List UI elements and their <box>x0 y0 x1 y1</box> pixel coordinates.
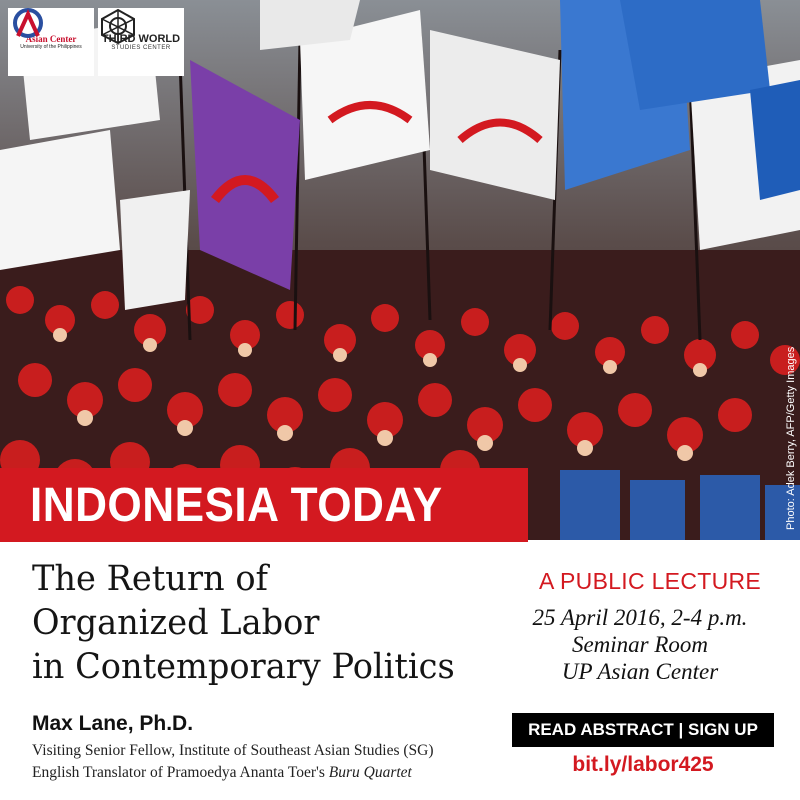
asian-center-sub: University of the Philippines <box>20 44 82 50</box>
third-world-name: THIRD WORLD <box>101 32 181 45</box>
banner-title: INDONESIA TODAY <box>30 478 443 532</box>
speaker-name: Max Lane, Ph.D. <box>32 712 194 735</box>
title-banner <box>0 468 528 542</box>
lecture-title <box>32 557 502 689</box>
asian-center-logo <box>8 8 94 76</box>
public-lecture-label: A PUBLIC LECTURE <box>538 568 762 594</box>
speaker-affiliation: Visiting Senior Fellow, Institute of Southeast Asian Studies (SG) <box>32 742 434 759</box>
third-world-studies-logo <box>98 8 184 76</box>
event-room: Seminar Room <box>571 632 709 657</box>
lecture-title-line: Organized Labor <box>32 603 320 643</box>
book-title: Buru Quartet <box>328 764 412 781</box>
signup-link[interactable]: bit.ly/labor425 <box>572 753 714 776</box>
lecture-title-line: The Return of <box>32 559 268 599</box>
lecture-title-line: in Contemporary Politics <box>32 647 455 687</box>
photo-credit: Photo: Adek Berry, AFP/Getty Images <box>785 346 797 530</box>
speaker-translator-credit <box>32 764 412 782</box>
read-abstract-sign-up-button[interactable]: READ ABSTRACT | SIGN UP <box>512 713 774 747</box>
third-world-sub: STUDIES CENTER <box>111 44 171 51</box>
event-date: 25 April 2016, 2-4 p.m. <box>532 605 748 630</box>
asian-center-emblem-icon <box>8 8 48 42</box>
third-world-emblem-icon <box>98 8 138 44</box>
event-venue: UP Asian Center <box>561 659 719 684</box>
translator-credit-text: English Translator of Pramoedya Ananta Toer's <box>32 764 329 781</box>
asian-center-name: Asian Center <box>25 34 77 44</box>
